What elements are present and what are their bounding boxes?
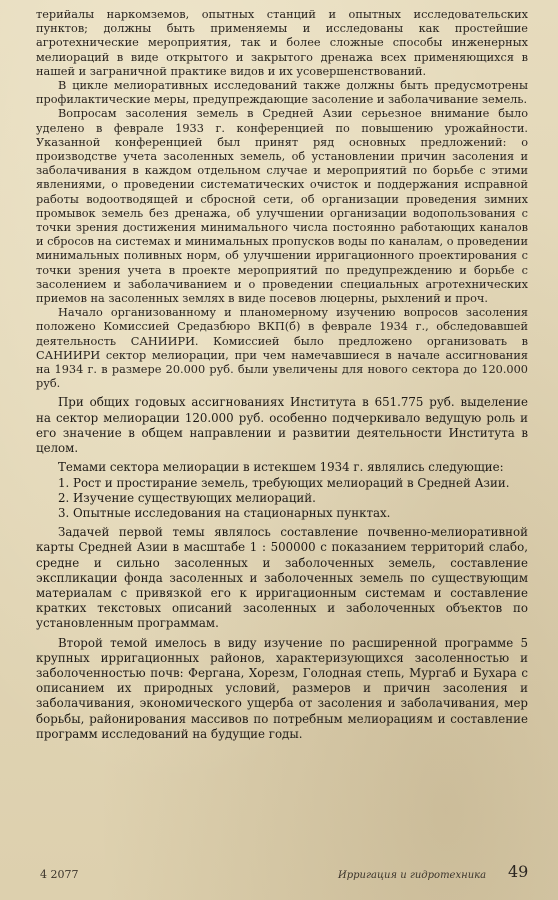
page-footer xyxy=(0,860,558,890)
text-column xyxy=(36,8,528,742)
paragraph-allocations: При общих годовых ассигнованиях Института в 651.775 руб. выделение на сектор мелиорации 120.000 руб. особенно подчеркивало ведущую роль и его значение в общем направлении и развитии деятельности Института в целом. xyxy=(36,395,528,456)
topic-item-3: 3. Опытные исследования на стационарных пунктах. xyxy=(58,505,391,520)
paragraph-continuation: терийалы наркомземов, опытных станций и опытных исследовательских пунктов; должны быть применяемы и исследованы как простейшие агротехнические мероприятия, так и более сложные способы инженерных мелиораций в виде открытого и закрытого дренажа всех применяющихся в нашей и заграничной практике видов и их усовершенствований. xyxy=(36,8,528,78)
paragraph-second-topic: Второй темой имелось в виду изучение по расширенной программе 5 крупных ирригационных районов, характеризующихся засоленностью и заболоченностью почв: Фергана, Хорезм, Голодная степь, Мургаб и Бухара с описанием их природных условий, размеров и причин засоления и заболачивания, экономического ущерба от засоления и заболачивания, мер борьбы, районирования массивов по потребным мелиорациям и составление программ исследований на будущие годы. xyxy=(36,635,528,741)
paragraph-preventive-measures: В цикле мелиоративных исследований также должны быть предусмотрены профилактические меры, предупреждающие засоление и заболачивание земель. xyxy=(36,79,528,107)
topic-item-1: 1. Рост и простирание земель, требующих мелиораций в Средней Азии. xyxy=(58,475,510,490)
paragraph-topics-intro: Темами сектора мелиорации в истекшем 1934 г. являлись следующие: xyxy=(58,460,504,475)
page-number: 49 xyxy=(508,862,529,881)
printer-signature: 4 2077 xyxy=(40,868,79,881)
paragraph-first-topic: Задачей первой темы являлось составление почвенно-мелиоративной карты Средней Азии в масштабе 1 : 500000 с показанием территорий слабо, средне и сильно засоленных и заболоченных земель, составление экспликации фонда засоленных и заболоченных земель по существующим материалам с привязкой его к ирригационным системам и составление кратких текстовых описаний засоленных и заболоченных объектов по установленным программам. xyxy=(36,525,528,631)
journal-title: Ирригация и гидротехника xyxy=(338,870,487,881)
topic-item-2: 2. Изучение существующих мелиораций. xyxy=(58,490,316,505)
paragraph-commission-1934: Начало организованному и планомерному изучению вопросов засоления положено Комиссией Средазбюро ВКП(б) в феврале 1934 г., обследовавшей деятельность САНИИРИ. Комиссией было предложено организовать в САНИИРИ сектор мелиорации, при чем намечавшиеся в начале ассигнования на 1934 г. в размере 20.000 руб. были увеличены для нового сектора до 120.000 руб. xyxy=(36,306,528,391)
paragraph-conference-1933: Вопросам засоления земель в Средней Азии серьезное внимание было уделено в феврале 1933 г. конференцией по повышению урожайности. Указанной конференцией был принят ряд основных предложений: о производстве учета засоленных земель, об установлении причин засоления и заболачивания в каждом отдельном случае и мероприятий по борьбе с этими явлениями, о проведении систематических очисток и поддержания исправной работы водоотводящей и сбросной сети, об организации проведения зимних промывок земель без дренажа, об улучшении организации водопользования с точки зрения достижения минимального числа постоянно работающих каналов и сбросов на системах и минимальных пропусков воды по каналам, о проведении минимальных поливных норм, об улучшении ирригационного проектирования с точки зрения учета в проекте мероприятий по предупреждению и борьбе с засолением и заболачиванием и о проведении специальных агротехнических приемов на засоленных землях в виде посевов люцерны, рыхлений и проч. xyxy=(36,107,528,306)
